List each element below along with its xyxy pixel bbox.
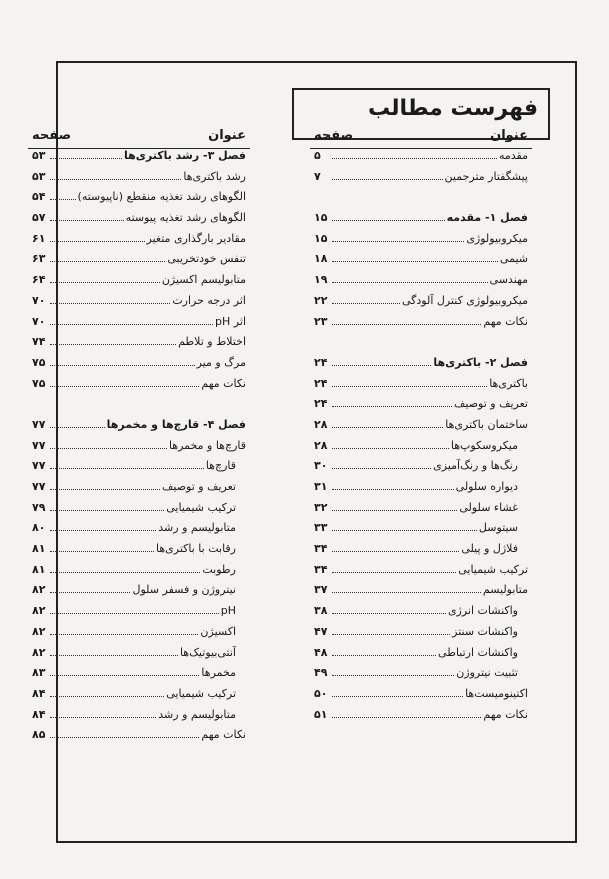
page-number: ۷۵ [32,376,46,390]
dot-leader [50,625,198,635]
page-number: ۷۴ [32,335,46,349]
page-number: ۲۴ [314,397,328,411]
dot-leader [332,583,481,593]
page-number: ۸۲ [32,604,46,618]
page-number: ۳۲ [314,500,328,514]
dot-leader [332,273,488,283]
dot-leader [332,211,445,221]
page-number: ۷۷ [32,438,46,452]
dot-leader [50,708,156,718]
toc-entry-row [28,439,250,460]
page-number: ۷۹ [32,500,46,514]
page-title: فهرست مطالب [367,96,538,121]
toc-entry-row [310,377,532,398]
toc-entry-row [310,563,532,584]
dot-leader [50,418,105,428]
page-number: ۸۴ [32,707,46,721]
toc-entry-row [28,604,250,625]
entry-title: اختلاط و تلاطم [178,335,246,349]
entry-title: واکنشات انرژی [447,604,518,618]
toc-list [310,149,532,728]
entry-title: اکسیژن [200,624,236,638]
toc-chapter-row [310,211,532,232]
dot-leader [50,501,164,511]
toc-entry-row [310,666,532,687]
page-number: ۴۷ [314,624,328,638]
dot-leader [50,521,156,531]
page-number: ۸۵ [32,728,46,742]
column-header [28,126,250,149]
dot-leader [332,666,454,676]
page-number: ۴۹ [314,666,328,680]
toc-entry-row [310,294,532,315]
toc-entry-row [310,418,532,439]
toc-entry-row [310,687,532,708]
dot-leader [332,542,459,552]
dot-leader [50,294,170,304]
dot-leader [332,356,431,366]
toc-column-left [28,126,250,749]
entry-title: واکنشات سنتز [452,624,518,638]
dot-leader [50,542,154,552]
spacer [28,397,250,418]
dot-leader [332,459,431,469]
page-number: ۷۰ [32,314,46,328]
page-number: ۳۴ [314,562,328,576]
page-number: ۱۵ [314,211,328,225]
page-number: ۳۸ [314,604,328,618]
entry-title: قارچ‌ها [205,459,236,473]
entry-title: ساختمان باکتری‌ها [445,417,528,431]
dot-leader [50,687,164,697]
dot-leader [332,521,477,531]
toc-chapter-row [310,356,532,377]
entry-title: اثر درجه حرارت [172,293,246,307]
page-number: ۲۳ [314,314,328,328]
toc-entry-row [310,501,532,522]
entry-title: متابولیسم اکسیژن [161,273,246,287]
entry-title: تعریف و توصیف [162,480,236,493]
toc-entry-row [28,480,250,501]
dot-leader [332,480,454,490]
toc-entry-row [28,666,250,687]
toc-entry-row [310,232,532,253]
entry-title: میکروبیولوژی [466,231,528,245]
entry-title: سیتوسل [478,521,518,535]
entry-title: نکات مهم [483,314,528,328]
page-number: ۳۷ [314,583,328,597]
dot-leader [332,232,464,242]
toc-entry-row [28,232,250,253]
toc-entry-row [28,315,250,336]
dot-leader [50,377,199,387]
entry-title: میکروسکوپ‌ها [450,438,518,452]
toc-list [28,149,250,749]
dot-leader [332,439,449,449]
dot-leader [50,666,199,676]
page-number: ۱۸ [314,252,328,266]
page-number: ۵۳ [32,169,46,183]
spacer [310,335,532,356]
page-number: ۸۲ [32,583,46,597]
page-number: ۷۰ [32,293,46,307]
toc-entry-row [28,252,250,273]
toc-entry-row [28,687,250,708]
page-number: ۷۷ [32,459,46,473]
dot-leader [50,604,219,614]
toc-entry-row [28,356,250,377]
entry-title: الگوهای رشد تغذیه پیوسته [125,211,246,225]
entry-title: شیمی [499,252,528,266]
toc-entry-row [310,459,532,480]
dot-leader [50,149,122,159]
page-number: ۶۳ [32,252,46,266]
page-number: ۵۴ [32,190,46,204]
dot-leader [50,190,76,200]
dot-leader [50,563,200,573]
page-number: ۵۰ [314,686,328,700]
dot-leader [50,356,195,366]
toc-entry-row [28,501,250,522]
dot-leader [332,252,498,262]
toc-entry-row [28,625,250,646]
page-number: ۷ [314,169,321,183]
toc-entry-row [310,149,532,170]
entry-title: ترکیب شیمیایی [166,686,236,700]
page-number: ۷۷ [32,417,46,431]
entry-title: نکات مهم [201,728,246,742]
page-number: ۱۹ [314,273,328,287]
entry-title: باکتری‌ها [489,376,528,390]
dot-leader [50,439,167,449]
dot-leader [332,501,457,511]
toc-entry-row [28,294,250,315]
dot-leader [332,397,452,407]
page-number: ۸۴ [32,686,46,700]
page-number: ۸۲ [32,645,46,659]
entry-title: الگوهای رشد تغذیه منقطع (ناپیوسته) [77,190,246,204]
dot-leader [50,335,176,345]
toc-entry-row [310,252,532,273]
page-number: ۳۳ [314,521,328,535]
page-number: ۲۸ [314,438,328,452]
dot-leader [332,646,436,656]
dot-leader [332,625,450,635]
header-title: عنوان [490,128,528,143]
dot-leader [50,480,160,490]
entry-title: دیواره سلولی [455,480,518,493]
page-number: ۲۴ [314,355,328,369]
toc-entry-row [310,646,532,667]
page-number: ۸۳ [32,666,46,680]
entry-title: مخمرها [201,666,236,680]
entry-title: پیشگفتار مترجمین [444,169,528,183]
entry-title: آنتی‌بیوتیک‌ها [179,645,236,659]
entry-title: نکات مهم [201,376,246,390]
entry-title: ترکیب شیمیایی [166,500,236,514]
page-number: ۲۴ [314,376,328,390]
toc-entry-row [310,625,532,646]
toc-entry-row [28,563,250,584]
page-number: ۸۱ [32,542,46,556]
entry-title: متابولیسم [482,583,528,597]
toc-entry-row [28,646,250,667]
entry-title: رقابت با باکتری‌ها [156,542,236,556]
header-page: صفحه [32,128,72,143]
header-page: صفحه [314,128,354,143]
entry-title: مهندسی [489,273,528,287]
dot-leader [50,170,181,180]
dot-leader [332,170,443,180]
toc-entry-row [28,542,250,563]
spacer [310,190,532,211]
entry-title: تنفس خودتخریبی [167,252,246,266]
entry-title: pH [220,604,236,618]
entry-title: متابولیسم و رشد [158,707,236,721]
page-number: ۸۲ [32,624,46,638]
entry-title: قارچ‌ها و مخمرها [168,438,246,452]
entry-title: فصل ۱- مقدمه [446,211,528,225]
page-number: ۷۷ [32,480,46,493]
dot-leader [332,604,446,614]
toc-entry-row [310,521,532,542]
entry-title: تعریف و توصیف [454,397,528,411]
toc-entry-row [310,273,532,294]
toc-entry-row [28,583,250,604]
page-number: ۶۱ [32,231,46,245]
dot-leader [332,708,481,718]
page-number: ۳۰ [314,459,328,473]
toc-entry-row [28,728,250,749]
dot-leader [50,583,130,593]
toc-entry-row [28,211,250,232]
dot-leader [50,315,213,325]
header-title: عنوان [208,128,246,143]
dot-leader [332,418,443,428]
toc-entry-row [310,315,532,336]
entry-title: فصل ۴- قارچ‌ها و مخمرها [106,417,246,431]
dot-leader [50,273,160,283]
entry-title: غشاء سلولی [459,500,518,514]
column-header [310,126,532,149]
toc-entry-row [310,708,532,729]
entry-title: اثر pH [215,314,246,328]
page-number: ۳۴ [314,542,328,556]
entry-title: رنگ‌ها و رنگ‌آمیزی [433,459,518,473]
toc-entry-row [28,708,250,729]
toc-entry-row [28,190,250,211]
dot-leader [332,149,497,159]
entry-title: فلاژل و پیلی [461,542,518,556]
dot-leader [50,232,145,242]
page-number: ۵۷ [32,211,46,225]
entry-title: میکروبیولوژی کنترل آلودگی [401,293,528,307]
dot-leader [332,294,400,304]
dot-leader [50,252,165,262]
entry-title: تثبیت نیتروژن [456,666,518,680]
toc-entry-row [310,170,532,191]
entry-title: فصل ۳- رشد باکتری‌ها [124,149,246,162]
page-number: ۳۱ [314,480,328,493]
dot-leader [50,646,178,656]
toc-entry-row [310,583,532,604]
entry-title: مرگ و میر [196,355,246,369]
toc-entry-row [310,480,532,501]
toc-entry-row [28,273,250,294]
page-number: ۵۱ [314,707,328,721]
page-number: ۵۳ [32,149,46,162]
page-number: ۴۸ [314,645,328,659]
toc-entry-row [310,542,532,563]
page-number: ۶۴ [32,273,46,287]
toc-entry-row [28,459,250,480]
page-number: ۵ [314,149,321,162]
toc-entry-row [28,170,250,191]
toc-entry-row [28,377,250,398]
dot-leader [50,459,204,469]
entry-title: نیتروژن و فسفر سلول [132,583,236,597]
dot-leader [332,563,456,573]
entry-title: مقادیر بارگذاری متغیر [146,231,246,245]
page-number: ۸۱ [32,562,46,576]
page-number: ۸۰ [32,521,46,535]
page-number: ۱۵ [314,231,328,245]
dot-leader [332,687,463,697]
dot-leader [332,377,487,387]
dot-leader [332,315,481,325]
page-number: ۲۸ [314,417,328,431]
entry-title: متابولیسم و رشد [158,521,236,535]
toc-column-right [310,126,532,728]
dot-leader [50,211,124,221]
entry-title: اکتینومیست‌ها [465,686,528,700]
toc-entry-row [310,439,532,460]
toc-entry-row [310,604,532,625]
toc-entry-row [310,397,532,418]
entry-title: مقدمه [498,149,528,162]
page-number: ۲۲ [314,293,328,307]
dot-leader [50,728,199,738]
toc-entry-row [28,521,250,542]
toc-chapter-row [28,149,250,170]
toc-chapter-row [28,418,250,439]
entry-title: رشد باکتری‌ها [183,169,246,183]
entry-title: رطوبت [202,562,236,576]
entry-title: نکات مهم [483,707,528,721]
page-number: ۷۵ [32,355,46,369]
entry-title: ترکیب شیمیایی [458,562,528,576]
entry-title: واکنشات ارتباطی [438,645,518,659]
toc-entry-row [28,335,250,356]
entry-title: فصل ۲- باکتری‌ها [433,355,528,369]
